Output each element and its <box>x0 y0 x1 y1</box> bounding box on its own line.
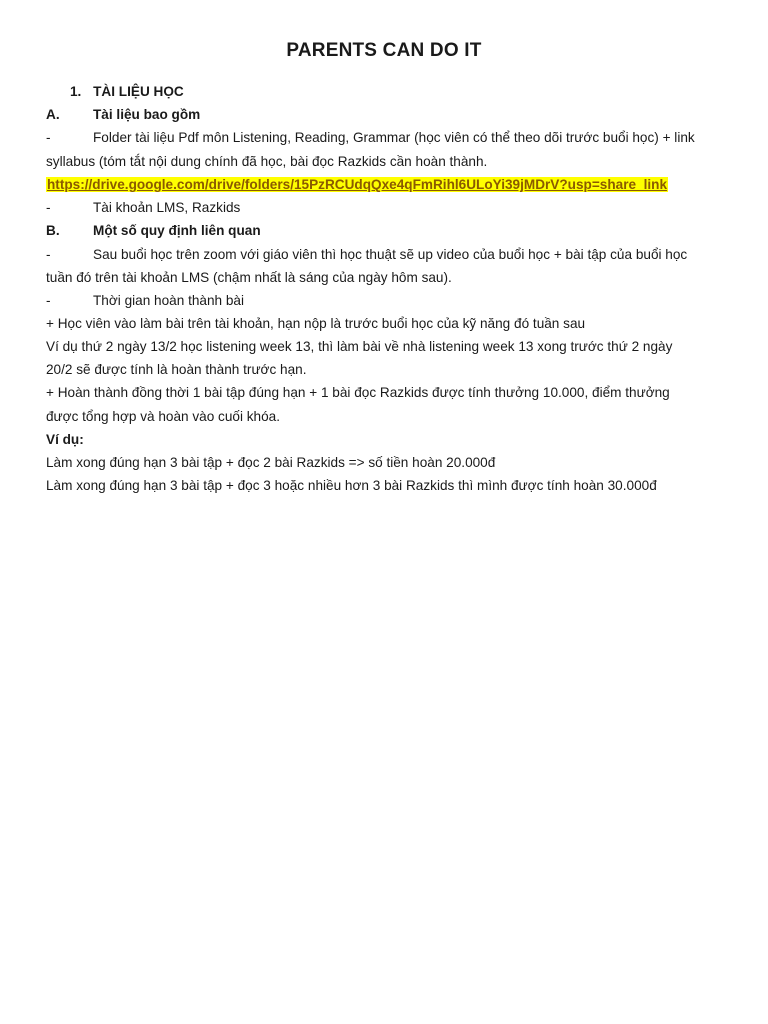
section-title: TÀI LIỆU HỌC <box>93 84 184 99</box>
example-label: Ví dụ: <box>46 432 84 447</box>
rule-reward-line-2: được tổng hợp và hoàn vào cuối khóa. <box>46 409 281 424</box>
item-text: Thời gian hoàn thành bài <box>93 293 245 308</box>
example-reward-1: Làm xong đúng hạn 3 bài tập + đọc 2 bài Razkids => số tiền hoàn 20.000đ <box>46 455 496 470</box>
rule-reward-line-1: + Hoàn thành đồng thời 1 bài tập đúng hạn + 1 bài đọc Razkids được tính thưởng 10.000, điểm thưởng <box>46 385 670 400</box>
google-drive-link[interactable]: https://drive.google.com/drive/folders/15PzRCUdqQxe4qFmRihl6ULoYi39jMDrV?usp=share_link <box>47 177 668 192</box>
item-text: Sau buổi học trên zoom với giáo viên thì học thuật sẽ up video của buổi học + bài tập của buổi học <box>93 247 688 262</box>
item-text: Folder tài liệu Pdf môn Listening, Reading, Grammar (học viên có thể theo dõi trước buổi học) + link <box>93 130 695 145</box>
subsection-b-item-1-continuation: tuần đó trên tài khoản LMS (chậm nhất là sáng của ngày hôm sau). <box>46 270 452 285</box>
subsection-a-item-1-continuation: syllabus (tóm tắt nội dung chính đã học, bài đọc Razkids cần hoàn thành. <box>46 154 488 169</box>
bullet-dash: - <box>46 130 51 145</box>
example-deadline-line-1: Ví dụ thứ 2 ngày 13/2 học listening week 13, thì làm bài về nhà listening week 13 xong trước thứ 2 ngày <box>46 339 673 354</box>
subsection-b-marker: B. <box>46 223 60 238</box>
bullet-dash: - <box>46 200 51 215</box>
example-deadline-line-2: 20/2 sẽ được tính là hoàn thành trước hạn. <box>46 362 307 377</box>
bullet-dash: - <box>46 293 51 308</box>
section-number: 1. <box>70 84 82 99</box>
section-1-heading <box>70 83 760 101</box>
item-text: Tài khoản LMS, Razkids <box>93 200 241 215</box>
example-reward-2: Làm xong đúng hạn 3 bài tập + đọc 3 hoặc nhiều hơn 3 bài Razkids thì mình được tính hoàn 30.000đ <box>46 478 657 493</box>
page-title: PARENTS CAN DO IT <box>286 40 482 61</box>
rule-deadline: + Học viên vào làm bài trên tài khoản, hạn nộp là trước buổi học của kỹ năng đó tuần sau <box>46 316 586 331</box>
subsection-a-marker: A. <box>46 107 60 122</box>
subsection-b-title: Một số quy định liên quan <box>93 223 261 238</box>
drive-link-line <box>46 176 736 194</box>
subsection-a-title: Tài liệu bao gồm <box>93 107 201 122</box>
bullet-dash: - <box>46 247 51 262</box>
